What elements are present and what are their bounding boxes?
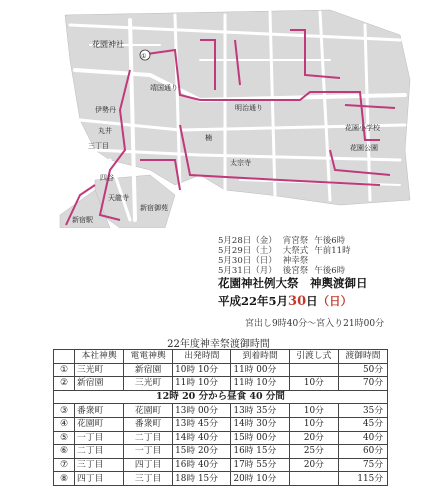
map-label-yotsuya: 四谷: [100, 174, 114, 182]
map-label-shinjuku-gyoen: 新宿御苑: [140, 204, 168, 212]
row-denden: 四丁目: [124, 458, 173, 472]
map-label-kusunoki: 楠: [205, 134, 212, 142]
col-header-denden: 電電神輿: [124, 350, 173, 364]
row-denden: 一丁目: [124, 445, 173, 459]
row-main: 四丁目: [75, 472, 124, 486]
map-label-hanazono-shrine: 花園神社: [92, 40, 124, 49]
col-header-handover: 引渡し式: [289, 350, 338, 364]
lunch-break: 12時 20 分から昼食 40 分間: [54, 390, 388, 404]
row-handover: 10分: [289, 404, 338, 418]
row-no: ⑥: [54, 445, 75, 459]
row-arrive: 11時 00分: [231, 363, 289, 377]
table-row: [54, 363, 388, 377]
row-duration: 70分: [338, 377, 387, 391]
map-label-shrine-number: ①: [141, 53, 147, 60]
row-no: ③: [54, 404, 75, 418]
row-duration: 40分: [338, 431, 387, 445]
col-header-duration: 渡御時間: [338, 350, 387, 364]
schedule-row-2: 5月29日（土） 大祭式 午前11時: [218, 246, 351, 256]
row-handover: 10分: [289, 377, 338, 391]
col-header-no: [54, 350, 75, 364]
row-duration: 45分: [338, 417, 387, 431]
row-no: ⑧: [54, 472, 75, 486]
row-denden: 三光町: [124, 377, 173, 391]
row-duration: 75分: [338, 458, 387, 472]
table-row: [54, 417, 388, 431]
row-no: ④: [54, 417, 75, 431]
row-arrive: 17時 55分: [231, 458, 289, 472]
row-duration: 35分: [338, 404, 387, 418]
row-arrive: 11時 10分: [231, 377, 289, 391]
row-no: ⑤: [54, 431, 75, 445]
row-handover: [289, 472, 338, 486]
row-main: 二丁目: [75, 445, 124, 459]
row-arrive: 15時 00分: [231, 431, 289, 445]
row-depart: 13時 45分: [173, 417, 231, 431]
row-main: 三丁目: [75, 458, 124, 472]
row-main: 番衆町: [75, 404, 124, 418]
col-header-depart: 出発時間: [173, 350, 231, 364]
row-arrive: 13時 35分: [231, 404, 289, 418]
festival-date: 平成22年5月30日（日）: [218, 294, 353, 309]
row-main: 新宿園: [75, 377, 124, 391]
schedule-row-4: 5月31日（月） 後宮祭 午後6時: [218, 266, 346, 276]
row-no: ⑦: [54, 458, 75, 472]
schedule-row-3: 5月30日（日） 神幸祭: [218, 256, 309, 266]
row-arrive: 16時 15分: [231, 445, 289, 459]
map-label-shinjuku-station: 新宿駅: [72, 216, 93, 224]
row-depart: 14時 40分: [173, 431, 231, 445]
map-label-sanchome: 三丁目: [88, 142, 109, 150]
row-duration: 50分: [338, 363, 387, 377]
row-denden: 新宿園: [124, 363, 173, 377]
row-handover: [289, 363, 338, 377]
map-label-meiji-dori: 明治通り: [235, 104, 263, 112]
festival-times: 宮出し9時40分〜宮入り21時00分: [245, 319, 385, 329]
row-handover: 20分: [289, 458, 338, 472]
table-header-row: [54, 350, 388, 364]
map-label-marui: 丸井: [98, 127, 112, 135]
col-header-main: 本社神輿: [75, 350, 124, 364]
row-denden: 二丁目: [124, 431, 173, 445]
row-denden: 花園町: [124, 404, 173, 418]
map-label-hanazono-school: 花園小学校: [345, 124, 380, 132]
table-row: [54, 404, 388, 418]
procession-table: [53, 349, 388, 486]
row-main: 三光町: [75, 363, 124, 377]
row-depart: 16時 40分: [173, 458, 231, 472]
map-label-taisoji: 太宗寺: [230, 159, 251, 167]
row-handover: 25分: [289, 445, 338, 459]
map-label-yasukuni-dori: 靖国通り: [150, 84, 178, 92]
table-row: [54, 458, 388, 472]
row-no: ②: [54, 377, 75, 391]
row-duration: 115分: [338, 472, 387, 486]
map-label-isetan: 伊勢丹: [95, 106, 116, 114]
row-arrive: 20時 10分: [231, 472, 289, 486]
schedule-row-1: 5月28日（金） 宵宮祭 午後6時: [218, 236, 346, 246]
route-map: [0, 0, 437, 228]
col-header-arrive: 到着時間: [231, 350, 289, 364]
row-handover: 10分: [289, 417, 338, 431]
row-depart: 11時 10分: [173, 377, 231, 391]
row-denden: 番衆町: [124, 417, 173, 431]
table-title: 22年度神幸祭渡御時間: [167, 339, 270, 350]
row-depart: 18時 15分: [173, 472, 231, 486]
map-label-tenryuji: 天龍寺: [108, 194, 129, 202]
table-row: [54, 472, 388, 486]
table-row: [54, 445, 388, 459]
row-duration: 60分: [338, 445, 387, 459]
row-no: ①: [54, 363, 75, 377]
lunch-row: [54, 390, 388, 404]
festival-title: 花園神社例大祭 神輿渡御日: [218, 276, 368, 290]
row-depart: 15時 20分: [173, 445, 231, 459]
table-row: [54, 377, 388, 391]
table-row: [54, 431, 388, 445]
row-main: 花園町: [75, 417, 124, 431]
row-arrive: 14時 30分: [231, 417, 289, 431]
row-main: 一丁目: [75, 431, 124, 445]
row-denden: 三丁目: [124, 472, 173, 486]
row-handover: 20分: [289, 431, 338, 445]
row-depart: 10時 10分: [173, 363, 231, 377]
map-label-hanazono-park: 花園公園: [350, 144, 378, 152]
row-depart: 13時 00分: [173, 404, 231, 418]
